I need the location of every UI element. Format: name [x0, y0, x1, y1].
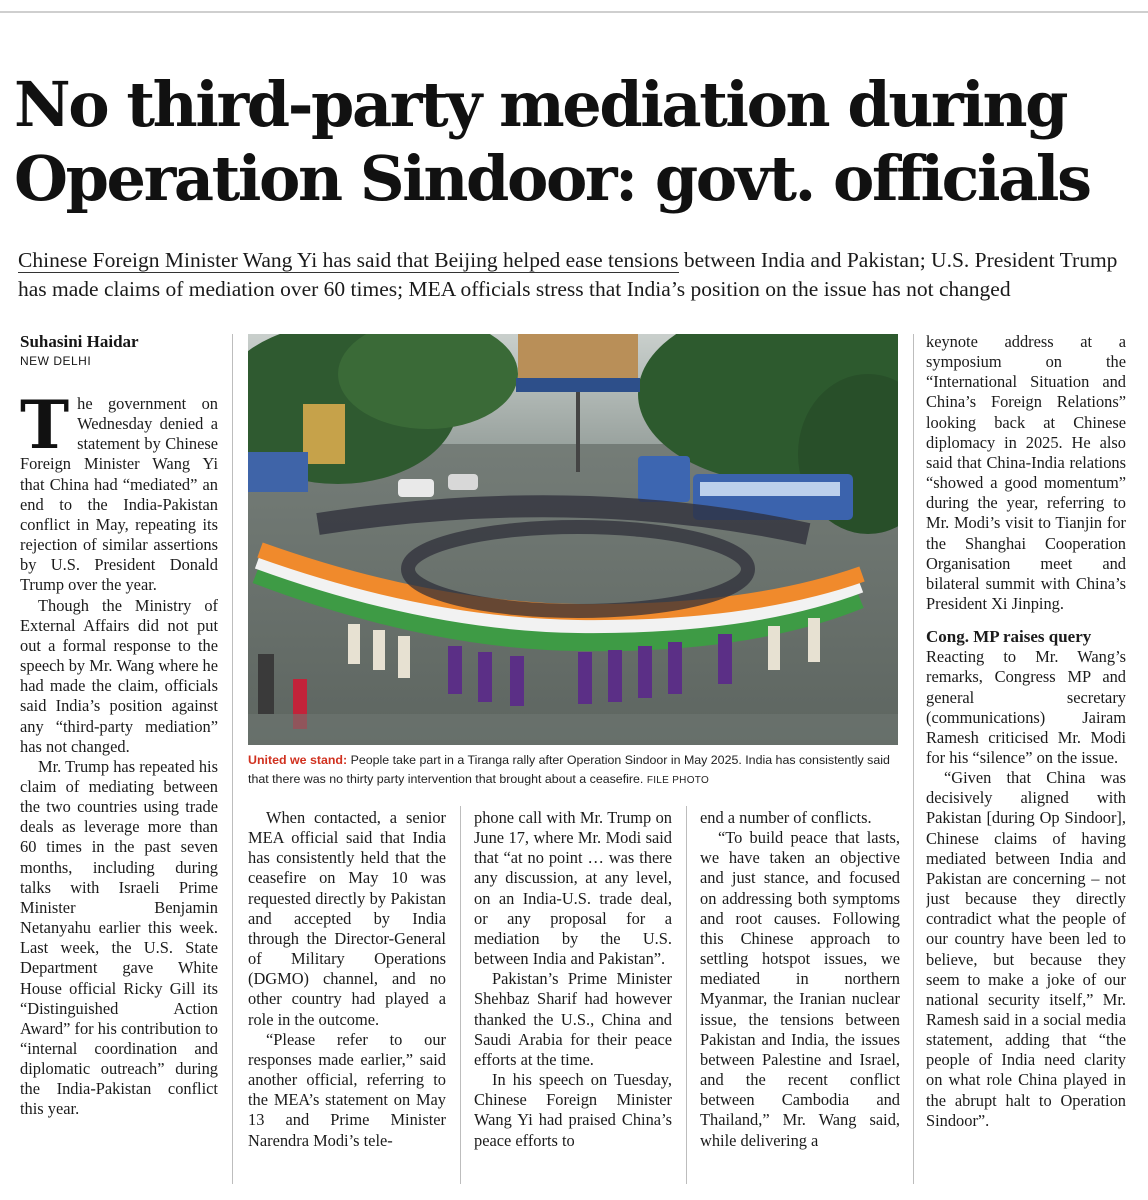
column-rule: [460, 806, 461, 1184]
subhead: Cong. MP raises query: [926, 627, 1092, 647]
rally-photo: [248, 334, 898, 745]
headline: No third-party mediation during Operation Sindoor: govt. officials: [14, 68, 1090, 215]
photo-credit: FILE PHOTO: [646, 775, 710, 786]
col5-para-3: “Given that China was decisively aligned with Pakistan [during Op Sindoor], Chinese claims of having mediated between India and Pakistan are concerning – not just because they directly contradict what the people of our country have been led to believe, but because they seem to make a joke of our national security itself,” Mr. Ramesh said in a social media statement, adding that “the people of India need clarity on what role China played in the abrupt halt to Operation Sindoor”.: [926, 768, 1126, 1130]
deck-underlined: Chinese Foreign Minister Wang Yi has said that Beijing helped ease tensions: [18, 248, 679, 272]
column-5: [926, 332, 1126, 1184]
col1-para-2: Though the Ministry of External Affairs did not put out a formal response to the speech by Mr. Wang where he had made the claim, officials said India’s position against any “third-party mediation” has not changed.: [20, 595, 218, 756]
column-2: [248, 808, 446, 1182]
col4-para-1: end a number of conflicts.: [700, 808, 872, 827]
column-3: [474, 808, 672, 1182]
caption-lead: United we stand:: [248, 753, 348, 767]
rally-photo-illustration: [248, 334, 898, 745]
column-rule: [686, 806, 687, 1184]
col5-para-1: keynote address at a symposium on the “International Situation and China’s Foreign Relations” looking back at Chinese diplomacy in 2025. He also said that China-India relations “showed a good momentum” during the year, referring to Mr. Modi’s visit to Tianjin for the Shanghai Cooperation Organisation meet and bilateral summit with China’s President Xi Jinping.: [926, 332, 1126, 614]
col4-para-2: “To build peace that lasts, we have taken an objective and just stance, and focused on addressing both symptoms and root causes. Following this Chinese approach to settling hotspot issues, we mediated in northern Myanmar, the Iranian nuclear issue, the tensions between Pakistan and India, the issues between Palestine and Israel, and the recent conflict between Cambodia and Thailand,” Mr. Wang said, while delivering a: [700, 828, 900, 1150]
col3-para-2: Pakistan’s Prime Minister Shehbaz Sharif had however thanked the U.S., China and Saudi Arabia for their peace efforts at the time.: [474, 969, 672, 1069]
dropcap: T: [20, 394, 70, 464]
col1-para-1: The government on Wednesday denied a statement by Chinese Foreign Minister Wang Yi that China had “mediated” an end to the India-Pakistan conflict in May, repeating its rejection of similar assertions by U.S. President Donald Trump over the year.: [20, 394, 218, 595]
col3-para-1: phone call with Mr. Trump on June 17, where Mr. Modi said that “at no point … was there any discussion, at any level, on an India-U.S. trade deal, or any proposal for a mediation by the U.S. between India and Pakistan”.: [474, 808, 672, 969]
column-4: [700, 808, 900, 1182]
column-rule: [913, 334, 914, 1184]
col1-para-3: Mr. Trump has repeated his claim of mediating between the two countries using trade deals as leverage more than 60 times in the past seven months, including during talks with Israeli Prime Minister Benjamin Netanyahu earlier this week. Last week, the U.S. State Department gave White House official Ricky Gill its “Distinguished Action Award” for his contribution to “internal coordination and diplomatic outreach” during the India-Pakistan conflict this year.: [20, 756, 218, 1119]
byline: Suhasini Haidar: [20, 332, 139, 351]
top-rule: [0, 11, 1148, 13]
dateline: NEW DELHI: [20, 354, 92, 368]
column-1: [20, 394, 218, 1184]
col2-para-1: When contacted, a senior MEA official said that India has consistently held that the ceasefire on May 10 was requested directly by Pakistan and accepted by India through the Director-General of Military Operations (DGMO) channel, and no other country had played a role in the outcome.: [248, 808, 446, 1029]
caption-text: People take part in a Tiranga rally after Operation Sindoor in May 2025. India has consistently said that there was no thirty party intervention that brought about a ceasefire.: [248, 753, 890, 786]
deck: [18, 246, 1138, 304]
col2-para-2: “Please refer to our responses made earlier,” said another official, referring to the MEA’s statement on May 13 and Prime Minister Narendra Modi’s tele-: [248, 1029, 446, 1150]
col5-para-2: Reacting to Mr. Wang’s remarks, Congress MP and general secretary (communications) Jairam Ramesh criticised Mr. Modi for his “silence” on the issue.: [926, 647, 1126, 767]
photo-caption: [248, 751, 900, 790]
column-rule: [232, 334, 233, 1184]
deck-rest: between India and Pakistan; U.S. President Trump has made claims of mediation over 60 times; MEA officials stress that India’s position on the issue has not changed: [18, 248, 1118, 301]
col3-para-3: In his speech on Tuesday, Chinese Foreign Minister Wang Yi had praised China’s peace efforts to: [474, 1070, 672, 1150]
